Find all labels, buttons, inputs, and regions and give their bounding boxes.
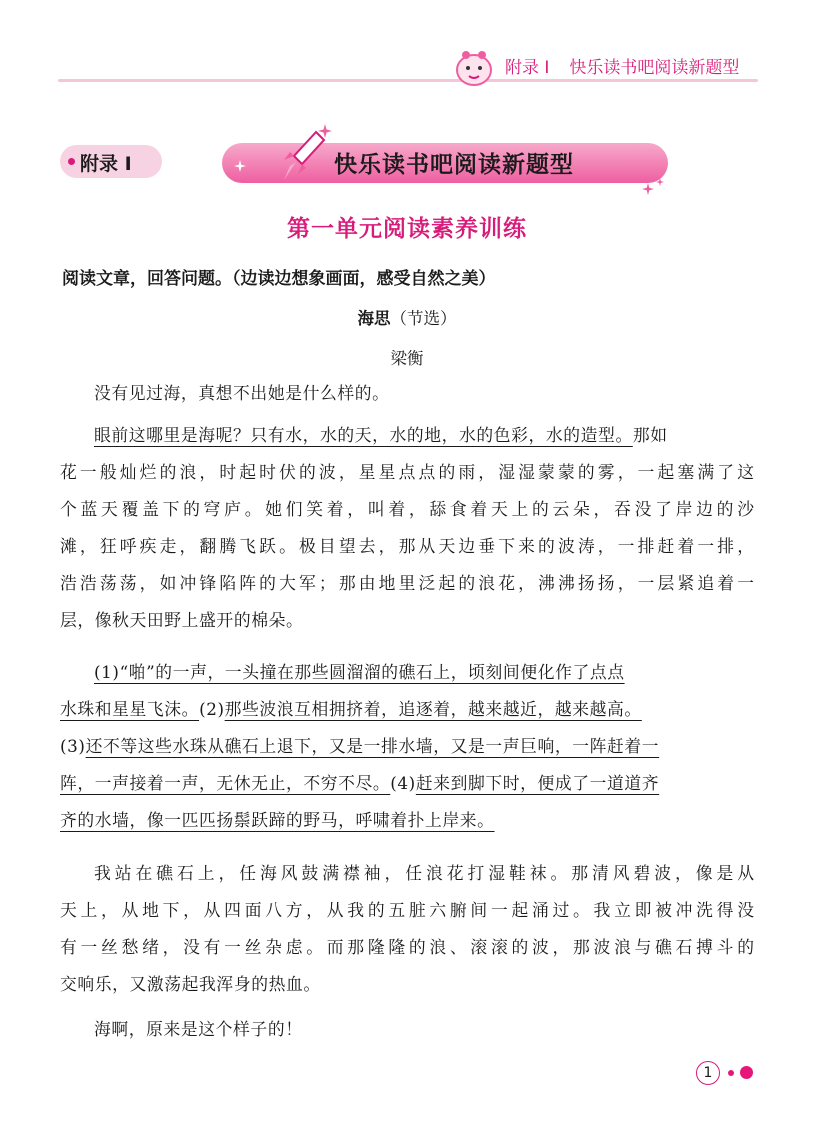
text-line: 个蓝天覆盖下的穹庐。她们笑着，叫着，舔食着天上的云朵，吞没了岸边的沙: [60, 499, 754, 519]
header-rule: [58, 79, 758, 82]
text-line: 有一丝愁绪，没有一丝杂虑。而那隆隆的浪、滚滚的波，那波浪与礁石搏斗的: [60, 937, 754, 957]
text-line: [94, 660, 754, 684]
text-span: 那如: [632, 425, 668, 445]
sentence-number: (4): [390, 773, 416, 793]
article-title-main: 海思: [357, 309, 391, 328]
text-line: 浩浩荡荡，如冲锋陷阵的大军；那由地里泛起的浪花，沸沸扬扬，一层紧追着一: [60, 573, 754, 593]
sparkle-icon: [234, 160, 246, 172]
underlined-sentence: 眼前这哪里是海呢？只有水，水的天，水的地，水的色彩，水的造型。: [94, 425, 633, 445]
sentence-number: (2): [199, 699, 225, 719]
article-title: [0, 305, 814, 329]
sentence-number: (3): [60, 736, 86, 756]
text-line: 交响乐，又激荡起我浑身的热血。: [60, 974, 321, 994]
badge-dot: [68, 158, 75, 165]
text-line: 滩，狂呼疾走，翻腾飞跃。极目望去，那从天边垂下来的波涛，一排赶着一排，: [60, 536, 754, 556]
underlined-sentence: 那些波浪互相拥挤着，追逐着，越来越近，越来越高。: [224, 699, 642, 719]
text-line: 我站在礁石上，任海风鼓满襟袖，任浪花打湿鞋袜。那清风碧波，像是从: [94, 863, 754, 883]
text-line: 海啊，原来是这个样子的！: [94, 1019, 303, 1039]
text-line: [94, 423, 754, 447]
sparkle-icon: [642, 183, 654, 195]
text-line: [60, 808, 754, 832]
text-line: [60, 697, 754, 721]
running-header: [505, 53, 739, 78]
unit-title: 第一单元阅读素养训练: [287, 216, 527, 242]
cartoon-mascot-icon: [452, 46, 496, 88]
underlined-sentence: 阵，一声接着一声，无休无止，不穷不尽。: [60, 773, 391, 793]
text-line: 层，像秋天田野上盛开的棉朵。: [60, 610, 304, 630]
banner-title: 快乐读书吧阅读新题型: [334, 152, 574, 178]
page-dot-large: [740, 1066, 753, 1079]
text-line: 天上，从地下，从四面八方，从我的五脏六腑间一起涌过。我立即被冲洗得没: [60, 900, 754, 920]
page-number: 1: [696, 1061, 720, 1085]
header-title: 快乐读书吧阅读新题型: [569, 58, 740, 78]
underlined-sentence: 齐的水墙，像一匹匹扬鬃跃蹄的野马，呼啸着扑上岸来。: [60, 810, 495, 830]
sparkle-icon: [318, 124, 332, 138]
underlined-sentence: 还不等这些水珠从礁石上退下，又是一排水墙，又是一声巨响，一阵赶着一: [85, 736, 660, 756]
underlined-sentence: 赶来到脚下时，便成了一道道齐: [415, 773, 660, 793]
appendix-badge: [60, 145, 162, 178]
article-title-note: （节选）: [390, 309, 457, 328]
text-line: 花一般灿烂的浪，时起时伏的波，星星点点的雨，湿湿蒙蒙的雾，一起塞满了这: [60, 462, 754, 482]
text-line: [60, 734, 754, 758]
text-line: 没有见过海，真想不出她是什么样的。: [94, 383, 390, 403]
underlined-sentence: (1)“啪”的一声，一头撞在那些圆溜溜的礁石上，顷刻间便化作了点点: [94, 662, 625, 682]
badge-label: 附录 I: [80, 153, 132, 175]
sparkle-icon: [656, 178, 664, 186]
text-line: [60, 771, 754, 795]
header-appendix: 附录 I: [505, 58, 550, 78]
underlined-sentence: 水珠和星星飞沫。: [60, 699, 200, 719]
page-dot-small: [728, 1070, 734, 1076]
article-author: 梁衡: [390, 349, 424, 368]
instruction: 阅读文章，回答问题。（边读边想象画面，感受自然之美）: [62, 269, 496, 289]
